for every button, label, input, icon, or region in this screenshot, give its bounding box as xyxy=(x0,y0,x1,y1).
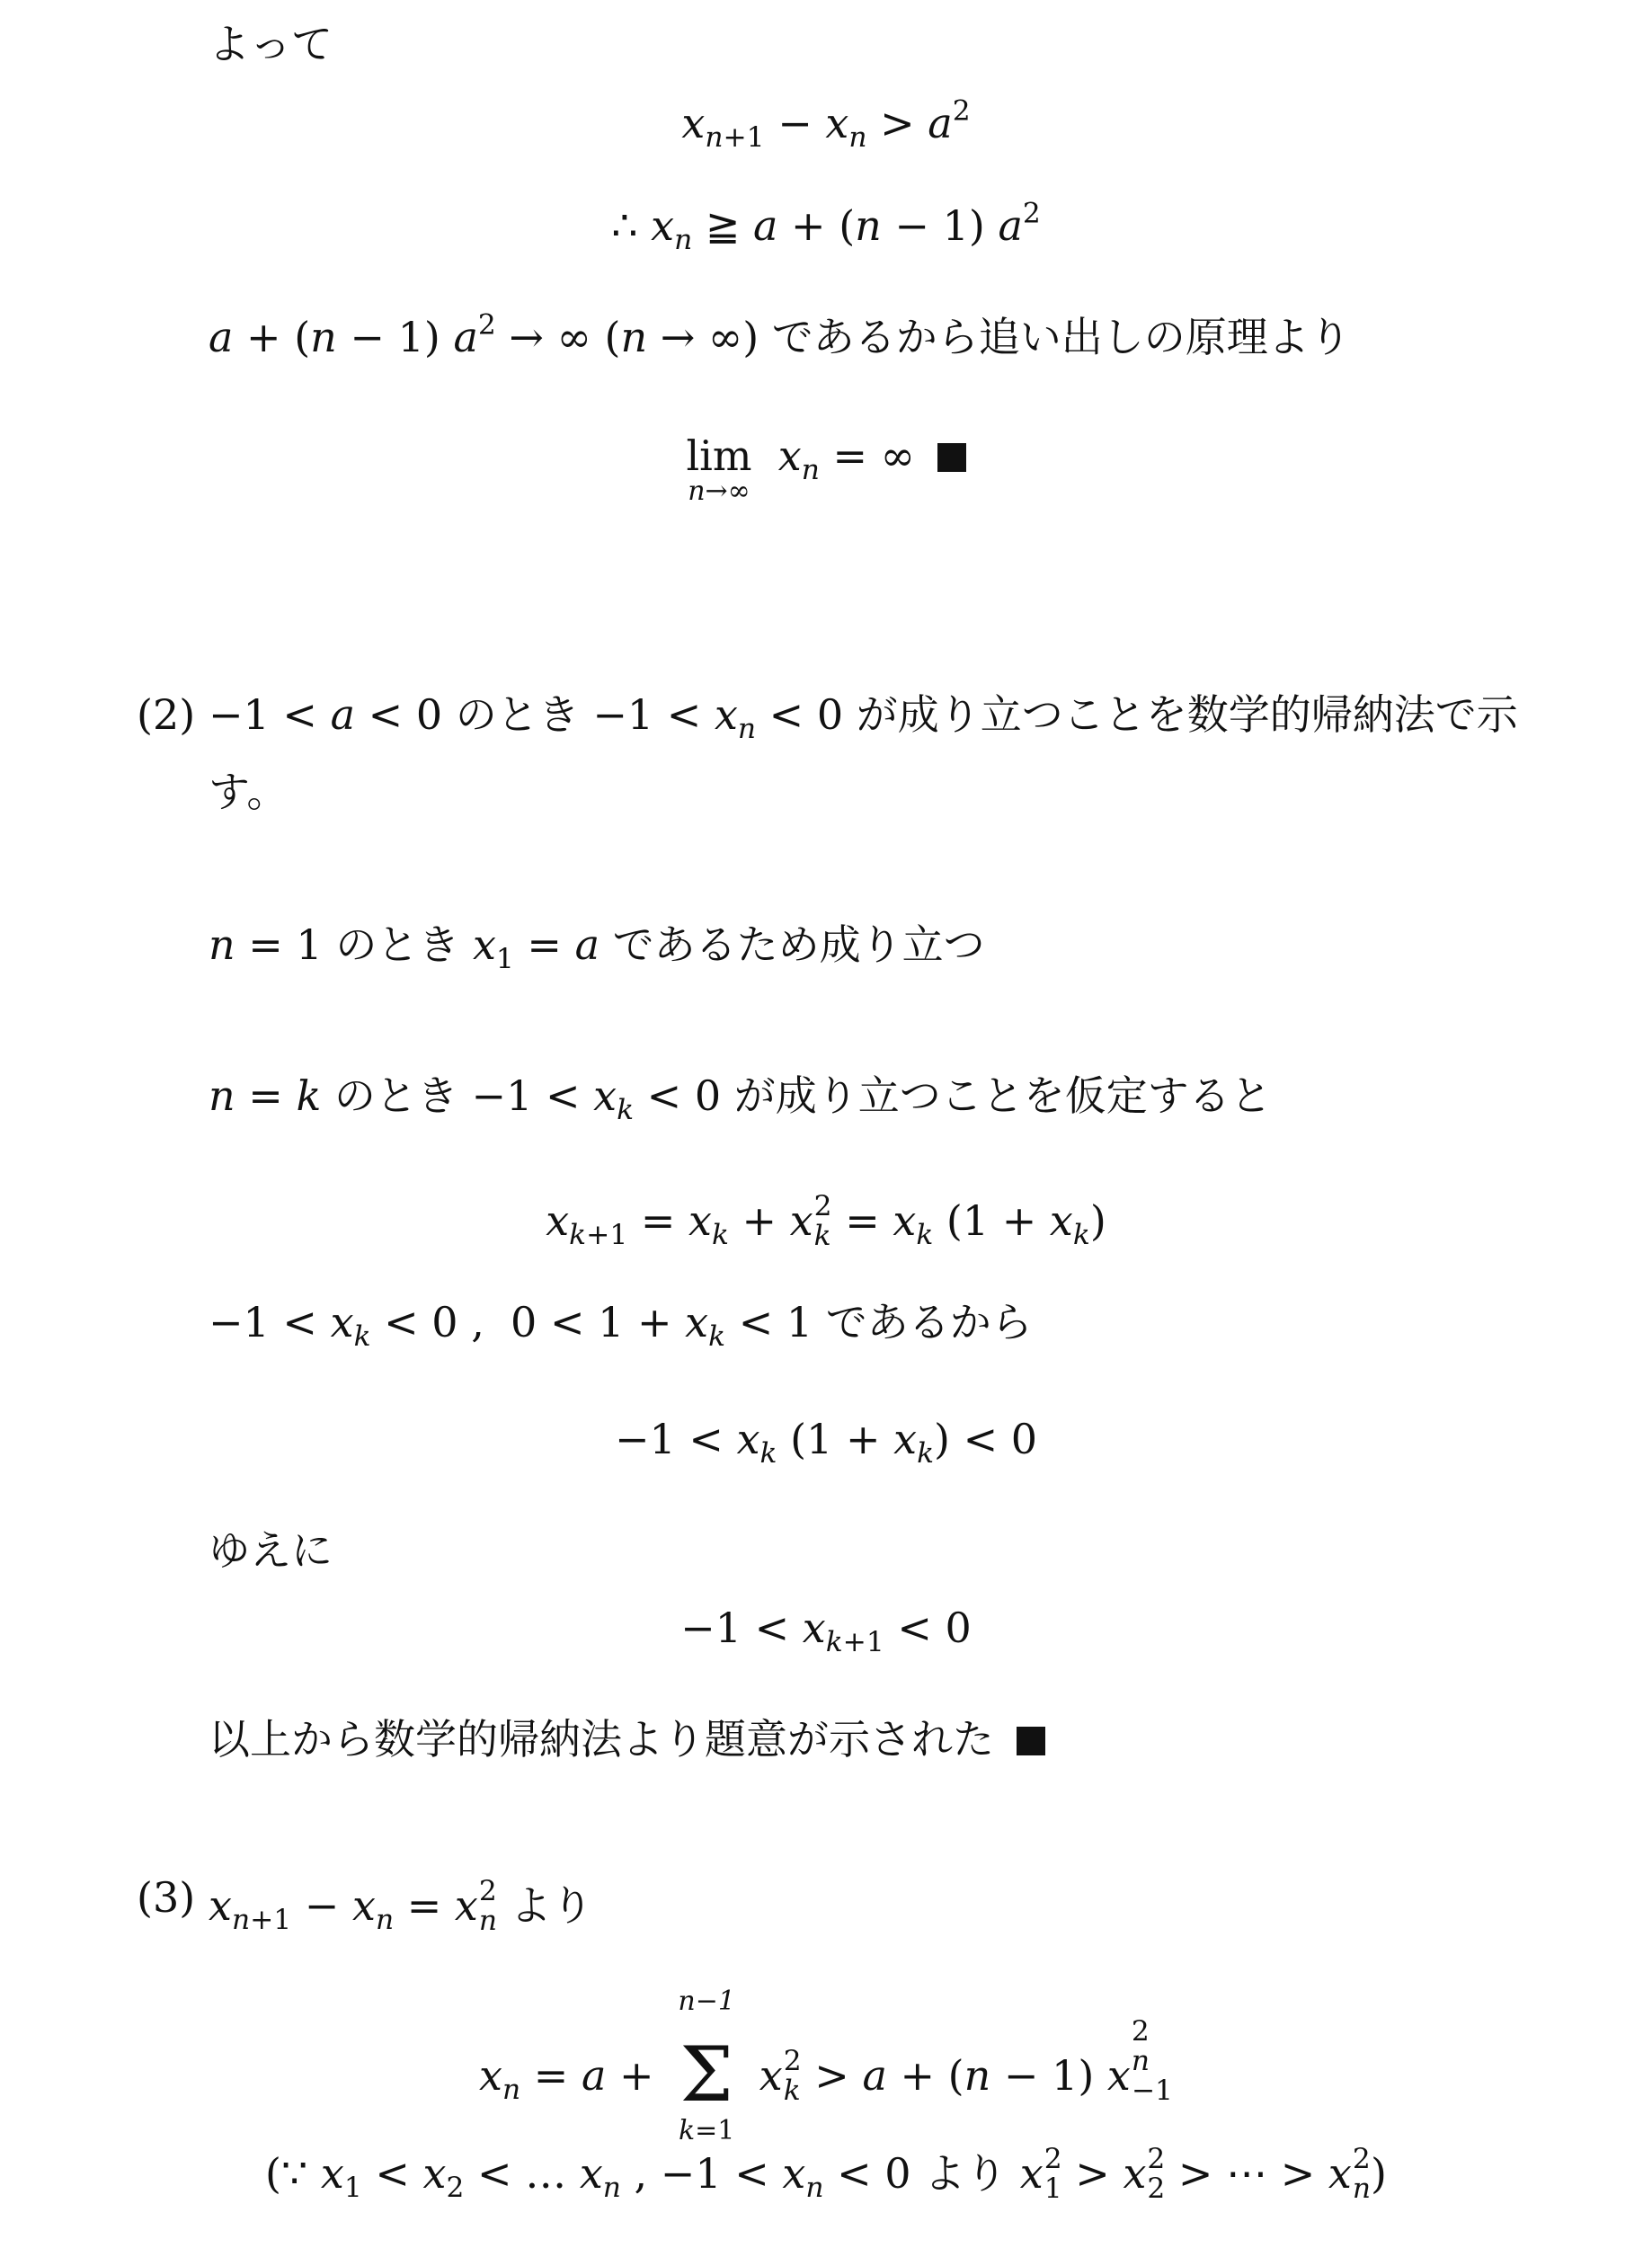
sigma-sum: n−1 Σ k=1 xyxy=(678,1985,735,2146)
sum-upper-limit: n−1 xyxy=(678,1985,735,2017)
sum-lower-limit: k=1 xyxy=(678,2114,735,2146)
equation-justification: (∵ $x_1 < x_2$ < … $x_n$ , $-1 < x_n < 0$ より x 2 1 > x 2 2 > ⋯ > x 2 n ) xyxy=(265,2143,1387,2205)
base-case: n = 1 のとき $x_1 = a$ であるため成り立つ xyxy=(209,920,985,975)
part2-statement: −1 < a < 0 のとき $-1 < x_n < 0$ が成り立つことを数学的帰納法で示 xyxy=(209,690,1518,745)
part3-label: (3) xyxy=(137,1873,196,1922)
equation-recurrence: $x_{k+1} = x_k + x$ 2 k = $x_k$ $(1 + x_k)$ xyxy=(546,1190,1106,1252)
inequality-bounds: $-1 < x_k < 0$ , $0 < 1 + x_k < 1$ であるから xyxy=(209,1298,1033,1353)
equation-next-term: $-1 < x_{k+1} < 0$ xyxy=(680,1604,972,1658)
part2-statement-cont: す。 xyxy=(209,768,289,816)
part3-statement: $x_{n+1} - x_n = x$ 2 n より xyxy=(209,1875,593,1937)
paragraph-squeeze-text: であるから追い出しの原理より xyxy=(771,313,1351,361)
equation-summation: $x_n = a$ + n−1 Σ k=1 x 2 k > a + (n − 1) x 2 n −1 xyxy=(479,1985,1173,2146)
limit-subscript: n→∞ xyxy=(688,475,751,507)
qed-square-icon xyxy=(1017,1727,1045,1755)
equation-product-bound: $-1 < x_k$ $(1 + x_k) < 0$ xyxy=(614,1415,1038,1470)
qed-square-icon xyxy=(937,443,966,472)
text-yueni: ゆえに xyxy=(209,1526,333,1575)
paragraph-squeeze: a + (n − 1) $a^2$ → ∞ (n → ∞) であるから追い出しの原理より xyxy=(209,308,1351,361)
conclusion: 以上から数学的帰納法より題意が示された xyxy=(209,1719,1045,1760)
text-yotte: よって xyxy=(209,20,333,68)
induction-hypothesis: n = k のとき $-1 < x_k < 0$ が成り立つことを仮定すると xyxy=(209,1071,1272,1126)
equation-difference: $x_{n+1} - x_n > a^2$ xyxy=(681,94,971,154)
part2-label: (2) xyxy=(137,690,196,739)
equation-lower-bound: ∴ $x_n$ ≧ a + (n − 1) $a^2$ xyxy=(611,197,1041,256)
limit-operator: lim n→∞ xyxy=(686,431,752,507)
equation-limit: lim n→∞ $x_n$ = ∞ xyxy=(0,435,1652,476)
